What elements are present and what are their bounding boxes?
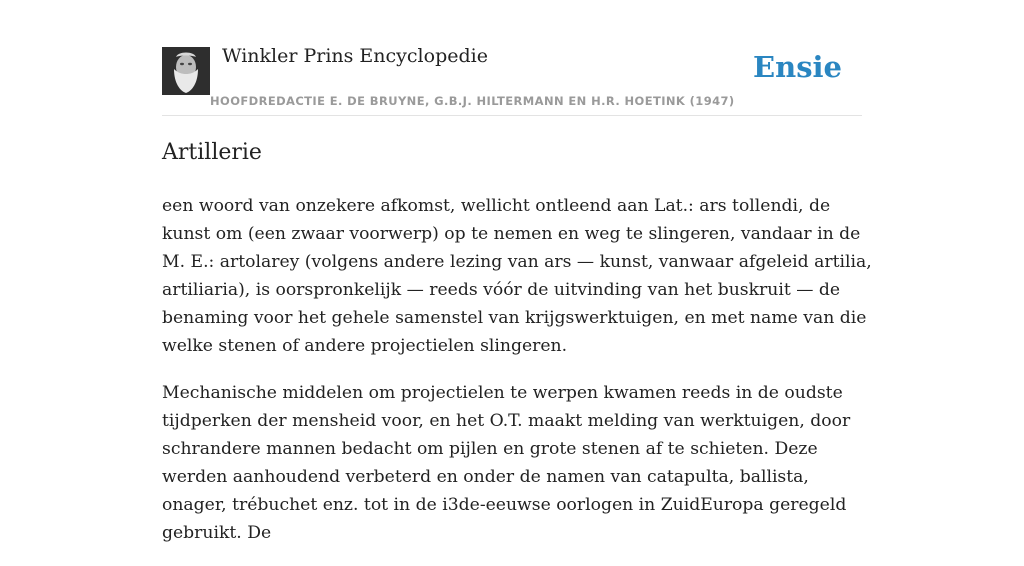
site-header xyxy=(162,0,862,116)
bearded-man-portrait-icon xyxy=(162,47,210,95)
ensie-logo-link[interactable]: Ensie xyxy=(753,50,842,84)
article-title: Artillerie xyxy=(162,140,262,165)
site-title[interactable]: Winkler Prins Encyclopedie xyxy=(222,45,488,67)
avatar xyxy=(162,47,210,95)
article-paragraph: een woord van onzekere afkomst, wellicht ontleend aan Lat.: ars tollendi, de kunst om (een zwaar voorwerp) op te nemen en weg te slingeren, vandaar in de M. E.: artolarey (volgens andere lezing van ars — kunst, vanwaar afgeleid artilia, artiliaria), is oorspronkelijk — reeds vóór de uitvinding van het buskruit — de benaming voor het gehele samenstel van krijgswerktuigen, en met name van die welke stenen of andere projectielen slingeren. xyxy=(162,196,872,356)
editors-subtitle: HOOFDREDACTIE E. DE BRUYNE, G.B.J. HILTERMANN EN H.R. HOETINK (1947) xyxy=(210,94,735,108)
article-body xyxy=(162,192,872,566)
article-paragraph: Mechanische middelen om projectielen te werpen kwamen reeds in de oudste tijdperken der mensheid voor, en het O.T. maakt melding van werktuigen, door schrandere mannen bedacht om pijlen en grote stenen af te schieten. Deze werden aanhoudend verbeterd en onder de namen van catapulta, ballista, onager, trébuchet enz. tot in de i3de-eeuwse oorlogen in ZuidEuropa geregeld gebruikt. De xyxy=(162,383,851,543)
